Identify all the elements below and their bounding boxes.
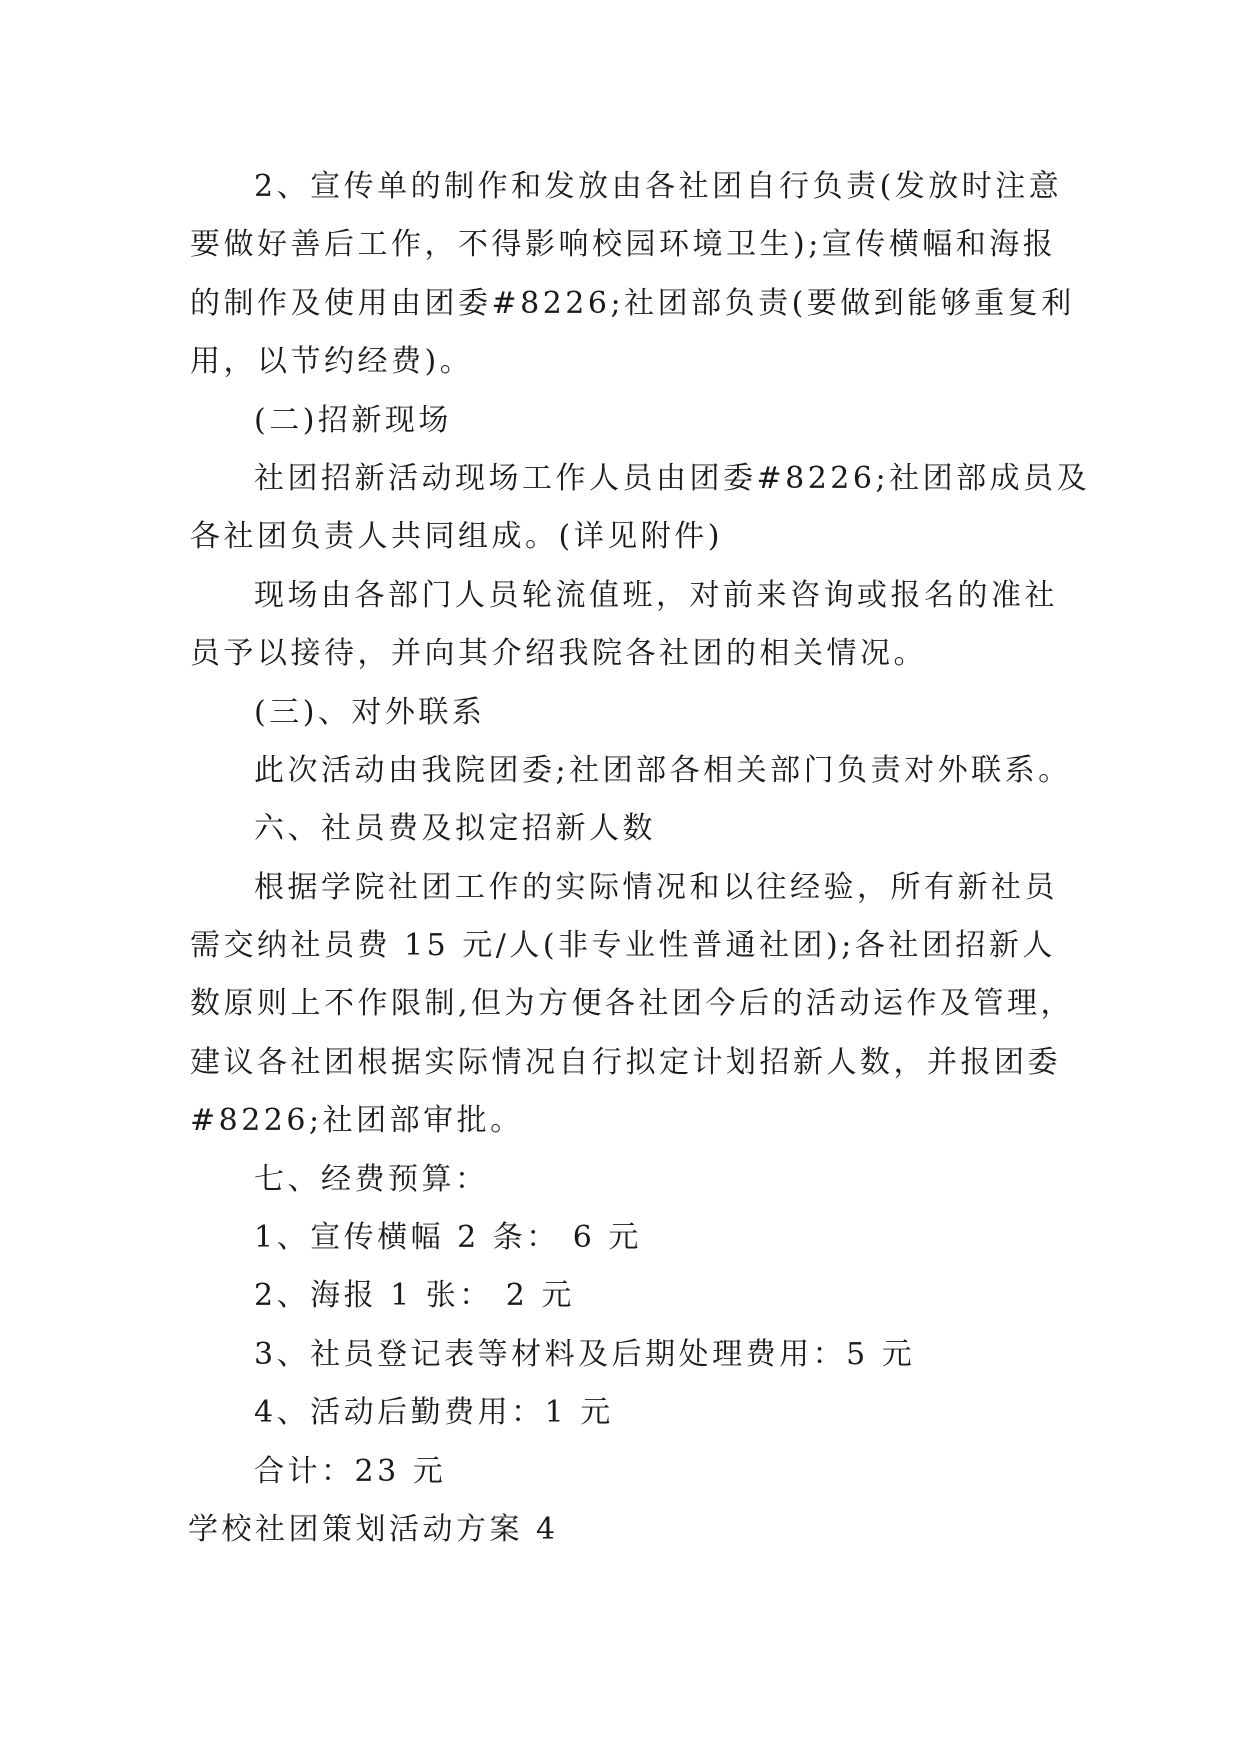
text-line: 需交纳社员费 15 元/人(非专业性普通社团);各社团招新人 <box>190 928 1056 964</box>
text-line: 的制作及使用由团委#8226;社团部负责(要做到能够重复利 <box>190 285 1075 321</box>
text-line: 六、社员费及拟定招新人数 <box>254 811 656 847</box>
text-line: (二)招新现场 <box>254 402 452 438</box>
heading-member-fee <box>190 800 1060 858</box>
text-line: (三)、对外联系 <box>254 694 486 730</box>
text-line: 要做好善后工作，不得影响校园环境卫生);宣传横幅和海报 <box>190 227 1057 263</box>
budget-item-forms <box>190 1326 1060 1384</box>
text-line: 学校社团策划活动方案 4 <box>188 1511 559 1547</box>
budget-total <box>190 1443 1060 1501</box>
budget-item-banner <box>190 1209 1060 1267</box>
heading-external-contact <box>190 684 1060 742</box>
text-line: 此次活动由我院团委;社团部各相关部门负责对外联系。 <box>254 752 1072 788</box>
text-line: 数原则上不作限制,但为方便各社团今后的活动运作及管理， <box>190 986 1075 1022</box>
text-line: 各社团负责人共同组成。(详见附件) <box>190 519 723 555</box>
section-title-plan-4 <box>188 1501 1060 1559</box>
paragraph-duty-rotation <box>190 567 1060 684</box>
text-line: 七、经费预算： <box>254 1161 489 1197</box>
text-line: 4、活动后勤费用：1 元 <box>254 1395 614 1431</box>
paragraph-publicity-materials <box>190 158 1075 392</box>
text-line: 2、宣传单的制作和发放由各社团自行负责(发放时注意 <box>254 169 1063 204</box>
paragraph-external-contact <box>190 742 1072 800</box>
text-line: 合计：23 元 <box>254 1453 447 1489</box>
text-line: 建议各社团根据实际情况自行拟定计划招新人数，并报团委 <box>190 1044 1061 1080</box>
budget-item-logistics <box>190 1384 1060 1442</box>
text-line: 根据学院社团工作的实际情况和以往经验，所有新社员 <box>254 869 1058 905</box>
text-line: 员予以接待，并向其介绍我院各社团的相关情况。 <box>190 636 927 672</box>
document-body <box>188 158 1091 1559</box>
text-line: 1、宣传横幅 2 条： 6 元 <box>254 1220 642 1256</box>
text-line: #8226;社团部审批。 <box>190 1103 524 1139</box>
text-line: 2、海报 1 张： 2 元 <box>254 1278 575 1314</box>
text-line: 社团招新活动现场工作人员由团委#8226;社团部成员及 <box>254 460 1091 496</box>
text-line: 用，以节约经费)。 <box>190 344 474 380</box>
text-line: 现场由各部门人员轮流值班，对前来咨询或报名的准社 <box>254 577 1058 613</box>
heading-recruitment-site <box>190 392 1060 450</box>
paragraph-site-staff <box>190 450 1091 567</box>
paragraph-member-fee <box>190 859 1075 1151</box>
text-line: 3、社员登记表等材料及后期处理费用：5 元 <box>254 1336 916 1372</box>
budget-item-poster <box>190 1267 1060 1325</box>
heading-budget <box>190 1151 1060 1209</box>
